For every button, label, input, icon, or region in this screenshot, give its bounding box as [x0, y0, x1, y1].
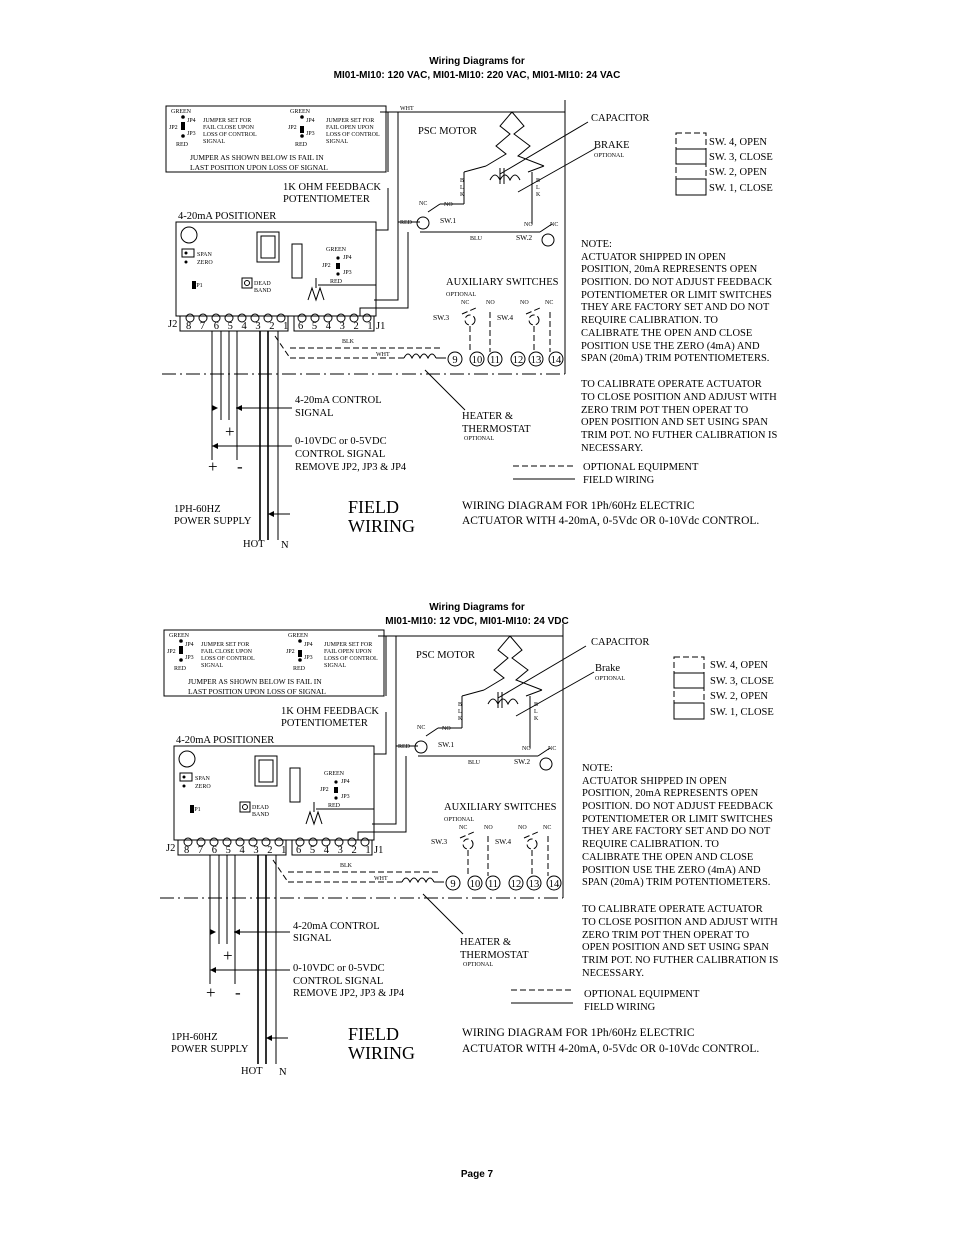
- psc-motor-label: PSC MOTOR: [416, 650, 476, 661]
- calibrate-line-5: NECESSARY.: [582, 968, 644, 979]
- sw4-no: NO: [518, 825, 527, 831]
- jp4-label: JP4: [185, 642, 194, 648]
- caption-line-1: WIRING DIAGRAM FOR 1Ph/60Hz ELECTRIC: [462, 500, 695, 512]
- aux-optional: OPTIONAL: [444, 817, 474, 823]
- sw1-no: NO: [444, 202, 453, 208]
- red-label: RED: [176, 142, 188, 148]
- power-supply-1: 1PH-60HZ: [174, 504, 221, 515]
- heater-optional: OPTIONAL: [464, 436, 494, 442]
- jumper-close-2: FAIL CLOSE UPON: [203, 125, 255, 131]
- brake-label: BRAKE: [594, 140, 630, 151]
- vdc-signal-1: 0-10VDC or 0-5VDC: [295, 436, 387, 447]
- calibrate-line-4: TRIM POT. NO FUTHER CALIBRATION IS: [581, 430, 778, 441]
- wht-label: WHT: [400, 106, 414, 112]
- jp3-label: JP3: [306, 131, 315, 137]
- header-models: MI01-MI10: 120 VAC, MI01-MI10: 220 VAC, MI01-MI10: 24 VAC: [333, 70, 621, 81]
- field-wiring-legend-label: FIELD WIRING: [583, 475, 655, 486]
- terminal-12: 12: [510, 879, 522, 890]
- legend-sw4: SW. 4, OPEN: [709, 137, 767, 148]
- jumper-open-3: LOSS OF CONTROL: [326, 132, 380, 138]
- red-wire-label: RED: [398, 744, 410, 750]
- note-line-1: ACTUATOR SHIPPED IN OPEN: [582, 776, 727, 787]
- vdc-signal-3: REMOVE JP2, JP3 & JP4: [293, 988, 405, 999]
- sw2-no: NO: [522, 746, 531, 752]
- sw3-label: SW.3: [431, 837, 448, 846]
- power-supply-1: 1PH-60HZ: [171, 1032, 218, 1043]
- vdc-signal-2: CONTROL SIGNAL: [293, 976, 384, 987]
- jp4-label: JP4: [304, 642, 313, 648]
- jumper-last-1: JUMPER AS SHOWN BELOW IS FAIL IN: [190, 153, 324, 162]
- field-wiring-title-1: FIELD: [348, 497, 399, 517]
- ble-l: L: [458, 709, 462, 715]
- blk-label: BLK: [342, 339, 354, 345]
- plus-sign: +: [225, 422, 235, 441]
- span-label: SPAN: [195, 776, 210, 782]
- wht-label: WHT: [376, 352, 390, 358]
- terminal-9: 9: [452, 355, 458, 366]
- jp3-label: JP3: [185, 655, 194, 661]
- n-label: N: [279, 1067, 287, 1078]
- jumper-close-1: JUMPER SET FOR: [201, 642, 250, 648]
- jp2-label: JP2: [167, 649, 176, 655]
- legend-sw4: SW. 4, OPEN: [710, 660, 768, 671]
- jumper-close-3: LOSS OF CONTROL: [203, 132, 257, 138]
- ble-b: B: [458, 702, 463, 708]
- note-line-4: POTENTIOMETER OR LIMIT SWITCHES: [581, 290, 772, 301]
- ble-b: B: [534, 702, 539, 708]
- jp2-label: JP2: [169, 125, 178, 131]
- jp3-label: JP3: [304, 655, 313, 661]
- jumper-open-1: JUMPER SET FOR: [326, 118, 375, 124]
- ble-l: L: [460, 185, 464, 191]
- brake-optional: OPTIONAL: [594, 153, 624, 159]
- note-line-9: SPAN (20mA) TRIM POTENTIOMETERS.: [581, 353, 770, 364]
- jumper-open-3: LOSS OF CONTROL: [324, 656, 378, 662]
- note-line-3: POSITION. DO NOT ADJUST FEEDBACK: [581, 277, 773, 288]
- jp4-label: JP4: [187, 118, 196, 124]
- minus-sign: -: [235, 983, 241, 1002]
- dead-band-1: DEAD: [252, 805, 269, 811]
- note-line-3: POSITION. DO NOT ADJUST FEEDBACK: [582, 801, 774, 812]
- jumper-close-4: SIGNAL: [203, 139, 225, 145]
- jumper-open-4: SIGNAL: [326, 139, 348, 145]
- calibrate-line-0: TO CALIBRATE OPERATE ACTUATOR: [581, 379, 762, 390]
- j1-label: J1: [374, 845, 384, 856]
- minus-sign: -: [237, 457, 243, 476]
- jumper-last-1: JUMPER AS SHOWN BELOW IS FAIL IN: [188, 677, 322, 686]
- jumper-open-1: JUMPER SET FOR: [324, 642, 373, 648]
- terminal-10: 10: [471, 355, 483, 366]
- ble-k: K: [460, 192, 465, 198]
- feedback-label-2: POTENTIOMETER: [283, 194, 370, 205]
- caption-line-2: ACTUATOR WITH 4-20mA, 0-5Vdc OR 0-10Vdc CONTROL.: [462, 1043, 760, 1055]
- ble-b: B: [460, 178, 465, 184]
- n-label: N: [281, 540, 289, 551]
- heater-label-1: HEATER &: [462, 411, 514, 422]
- jp4-label: JP4: [341, 779, 350, 785]
- blu-label: BLU: [468, 760, 480, 766]
- jp1-label: JP1: [192, 807, 201, 813]
- positioner-label: 4-20mA POSITIONER: [178, 211, 277, 222]
- jumper-open-4: SIGNAL: [324, 663, 346, 669]
- jp3-label: JP3: [187, 131, 196, 137]
- j2-label: J2: [166, 843, 176, 854]
- green-label: GREEN: [324, 771, 344, 777]
- note-line-6: REQUIRE CALIBRATION. TO: [581, 315, 718, 326]
- jumper-close-3: LOSS OF CONTROL: [201, 656, 255, 662]
- capacitor-label: CAPACITOR: [591, 637, 650, 648]
- sw3-nc: NC: [461, 300, 470, 306]
- plus-sign: +: [223, 946, 233, 965]
- j2-terminal-numbers: 8 7 6 5 4 3 2 1: [184, 845, 290, 856]
- sw1-no: NO: [442, 726, 451, 732]
- jp3-label: JP3: [341, 794, 350, 800]
- legend-sw1: SW. 1, CLOSE: [710, 707, 774, 718]
- optional-equipment-label: OPTIONAL EQUIPMENT: [584, 989, 700, 1000]
- ble-k: K: [458, 716, 463, 722]
- sw1-label: SW.1: [438, 740, 455, 749]
- sw3-no: NO: [486, 300, 495, 306]
- span-label: SPAN: [197, 252, 212, 258]
- terminal-13: 13: [528, 879, 540, 890]
- sw1-nc: NC: [417, 725, 426, 731]
- aux-optional: OPTIONAL: [446, 292, 476, 298]
- sw4-nc: NC: [545, 300, 554, 306]
- sw3-no: NO: [484, 825, 493, 831]
- field-wiring-title-1: FIELD: [348, 1024, 399, 1044]
- legend-sw2: SW. 2, OPEN: [709, 167, 767, 178]
- power-supply-2: POWER SUPPLY: [171, 1044, 249, 1055]
- field-wiring-title-2: WIRING: [348, 516, 415, 536]
- jp3-label: JP3: [343, 270, 352, 276]
- green-label: GREEN: [288, 633, 308, 639]
- red-label: RED: [174, 666, 186, 672]
- sw4-label: SW.4: [495, 837, 512, 846]
- dead-band-2: BAND: [252, 812, 270, 818]
- note-line-7: CALIBRATE THE OPEN AND CLOSE: [581, 328, 753, 339]
- j2-terminal-numbers: 8 7 6 5 4 3 2 1: [186, 321, 292, 332]
- header-title: Wiring Diagrams for: [429, 56, 525, 67]
- page-number: Page 7: [460, 1169, 494, 1180]
- calibrate-line-3: OPEN POSITION AND SET USING SPAN: [582, 942, 769, 953]
- legend-sw3: SW. 3, CLOSE: [710, 676, 774, 687]
- terminal-11: 11: [487, 879, 499, 890]
- zero-label: ZERO: [197, 260, 213, 266]
- sw2-nc: NC: [548, 746, 557, 752]
- control-signal-1: 4-20mA CONTROL: [293, 921, 380, 932]
- calibrate-line-2: ZERO TRIM POT THEN OPERAT TO: [582, 930, 750, 941]
- terminal-11: 11: [489, 355, 501, 366]
- heater-label-2: THERMOSTAT: [460, 950, 529, 961]
- jp2-label: JP2: [288, 125, 297, 131]
- terminal-9: 9: [450, 879, 456, 890]
- header-models: MI01-MI10: 12 VDC, MI01-MI10: 24 VDC: [385, 616, 569, 627]
- jp2-label: JP2: [322, 263, 331, 269]
- blk-label: BLK: [340, 863, 352, 869]
- red-label: RED: [293, 666, 305, 672]
- blu-label: BLU: [470, 236, 482, 242]
- heater-label-2: THERMOSTAT: [462, 424, 531, 435]
- note-line-1: ACTUATOR SHIPPED IN OPEN: [581, 252, 726, 263]
- power-supply-2: POWER SUPPLY: [174, 516, 252, 527]
- j1-terminal-numbers: 6 5 4 3 2 1: [298, 321, 376, 332]
- field-wiring-legend-label: FIELD WIRING: [584, 1002, 656, 1013]
- sw2-nc: NC: [550, 222, 559, 228]
- heater-label-1: HEATER &: [460, 937, 512, 948]
- caption-line-1: WIRING DIAGRAM FOR 1Ph/60Hz ELECTRIC: [462, 1027, 695, 1039]
- psc-motor-label: PSC MOTOR: [418, 126, 478, 137]
- jp2-label: JP2: [286, 649, 295, 655]
- aux-switches-label: AUXILIARY SWITCHES: [446, 277, 559, 288]
- brake-label: Brake: [595, 663, 621, 674]
- jumper-last-2: LAST POSITION UPON LOSS OF SIGNAL: [190, 163, 329, 172]
- ble-l: L: [534, 709, 538, 715]
- feedback-label-1: 1K OHM FEEDBACK: [281, 706, 380, 717]
- vdc-signal-2: CONTROL SIGNAL: [295, 449, 386, 460]
- note-line-6: REQUIRE CALIBRATION. TO: [582, 839, 719, 850]
- calibrate-line-1: TO CLOSE POSITION AND ADJUST WITH: [582, 917, 778, 928]
- jumper-close-2: FAIL CLOSE UPON: [201, 649, 253, 655]
- green-label: GREEN: [171, 109, 191, 115]
- terminal-14: 14: [548, 879, 560, 890]
- terminal-14: 14: [550, 355, 562, 366]
- vdc-signal-1: 0-10VDC or 0-5VDC: [293, 963, 385, 974]
- dead-band-2: BAND: [254, 288, 272, 294]
- sw3-label: SW.3: [433, 313, 450, 322]
- vdc-signal-3: REMOVE JP2, JP3 & JP4: [295, 462, 407, 473]
- dead-band-1: DEAD: [254, 281, 271, 287]
- note-line-8: POSITION USE THE ZERO (4mA) AND: [581, 341, 760, 352]
- calibrate-line-2: ZERO TRIM POT THEN OPERAT TO: [581, 405, 749, 416]
- brake-optional: OPTIONAL: [595, 676, 625, 682]
- green-label: GREEN: [169, 633, 189, 639]
- jp4-label: JP4: [306, 118, 315, 124]
- feedback-label-2: POTENTIOMETER: [281, 718, 368, 729]
- jp2-label: JP2: [320, 787, 329, 793]
- legend-sw2: SW. 2, OPEN: [710, 691, 768, 702]
- sw1-label: SW.1: [440, 216, 457, 225]
- sw2-label: SW.2: [516, 233, 533, 242]
- red-wire-label: RED: [400, 220, 412, 226]
- note-line-5: THEY ARE FACTORY SET AND DO NOT: [582, 826, 771, 837]
- control-signal-2: SIGNAL: [293, 933, 332, 944]
- terminal-12: 12: [512, 355, 524, 366]
- green-label: GREEN: [326, 247, 346, 253]
- green-label: GREEN: [290, 109, 310, 115]
- heater-optional: OPTIONAL: [463, 962, 493, 968]
- aux-switches-label: AUXILIARY SWITCHES: [444, 802, 557, 813]
- caption-line-2: ACTUATOR WITH 4-20mA, 0-5Vdc OR 0-10Vdc CONTROL.: [462, 515, 760, 527]
- terminal-10: 10: [469, 879, 481, 890]
- wht-label: WHT: [374, 876, 388, 882]
- calibrate-line-4: TRIM POT. NO FUTHER CALIBRATION IS: [582, 955, 779, 966]
- calibrate-line-3: OPEN POSITION AND SET USING SPAN: [581, 417, 768, 428]
- header-title: Wiring Diagrams for: [429, 602, 525, 613]
- red-label: RED: [295, 142, 307, 148]
- jumper-close-4: SIGNAL: [201, 663, 223, 669]
- optional-equipment-label: OPTIONAL EQUIPMENT: [583, 462, 699, 473]
- positioner-label: 4-20mA POSITIONER: [176, 735, 275, 746]
- note-line-5: THEY ARE FACTORY SET AND DO NOT: [581, 302, 770, 313]
- j1-terminal-numbers: 6 5 4 3 2 1: [296, 845, 374, 856]
- red-label: RED: [328, 803, 340, 809]
- jumper-open-2: FAIL OPEN UPON: [324, 649, 372, 655]
- sw4-nc: NC: [543, 825, 552, 831]
- capacitor-label: CAPACITOR: [591, 113, 650, 124]
- hot-label: HOT: [243, 539, 265, 550]
- hot-label: HOT: [241, 1066, 263, 1077]
- field-wiring-title-2: WIRING: [348, 1043, 415, 1063]
- sw4-no: NO: [520, 300, 529, 306]
- sw1-nc: NC: [419, 201, 428, 207]
- note-line-2: POSITION, 20mA REPRESENTS OPEN: [582, 788, 759, 799]
- sw4-label: SW.4: [497, 313, 514, 322]
- legend-sw3: SW. 3, CLOSE: [709, 152, 773, 163]
- note-line-0: NOTE:: [582, 763, 613, 774]
- jp4-label: JP4: [343, 255, 352, 261]
- ble-k: K: [536, 192, 541, 198]
- jumper-last-2: LAST POSITION UPON LOSS OF SIGNAL: [188, 687, 327, 696]
- plus-sign: +: [208, 457, 218, 476]
- note-line-9: SPAN (20mA) TRIM POTENTIOMETERS.: [582, 877, 771, 888]
- sw2-label: SW.2: [514, 757, 531, 766]
- ble-l: L: [536, 185, 540, 191]
- jp1-label: JP1: [194, 283, 203, 289]
- plus-sign: +: [206, 983, 216, 1002]
- sw3-nc: NC: [459, 825, 468, 831]
- note-line-7: CALIBRATE THE OPEN AND CLOSE: [582, 852, 754, 863]
- note-line-8: POSITION USE THE ZERO (4mA) AND: [582, 865, 761, 876]
- calibrate-line-0: TO CALIBRATE OPERATE ACTUATOR: [582, 904, 763, 915]
- jumper-close-1: JUMPER SET FOR: [203, 118, 252, 124]
- calibrate-line-1: TO CLOSE POSITION AND ADJUST WITH: [581, 392, 777, 403]
- sw2-no: NO: [524, 222, 533, 228]
- j2-label: J2: [168, 319, 178, 330]
- feedback-label-1: 1K OHM FEEDBACK: [283, 182, 382, 193]
- terminal-13: 13: [530, 355, 542, 366]
- ble-b: B: [536, 178, 541, 184]
- note-line-4: POTENTIOMETER OR LIMIT SWITCHES: [582, 814, 773, 825]
- control-signal-2: SIGNAL: [295, 408, 334, 419]
- jumper-open-2: FAIL OPEN UPON: [326, 125, 374, 131]
- legend-sw1: SW. 1, CLOSE: [709, 183, 773, 194]
- zero-label: ZERO: [195, 784, 211, 790]
- note-line-0: NOTE:: [581, 239, 612, 250]
- note-line-2: POSITION, 20mA REPRESENTS OPEN: [581, 264, 758, 275]
- calibrate-line-5: NECESSARY.: [581, 443, 643, 454]
- red-label: RED: [330, 279, 342, 285]
- ble-k: K: [534, 716, 539, 722]
- j1-label: J1: [376, 321, 386, 332]
- control-signal-1: 4-20mA CONTROL: [295, 395, 382, 406]
